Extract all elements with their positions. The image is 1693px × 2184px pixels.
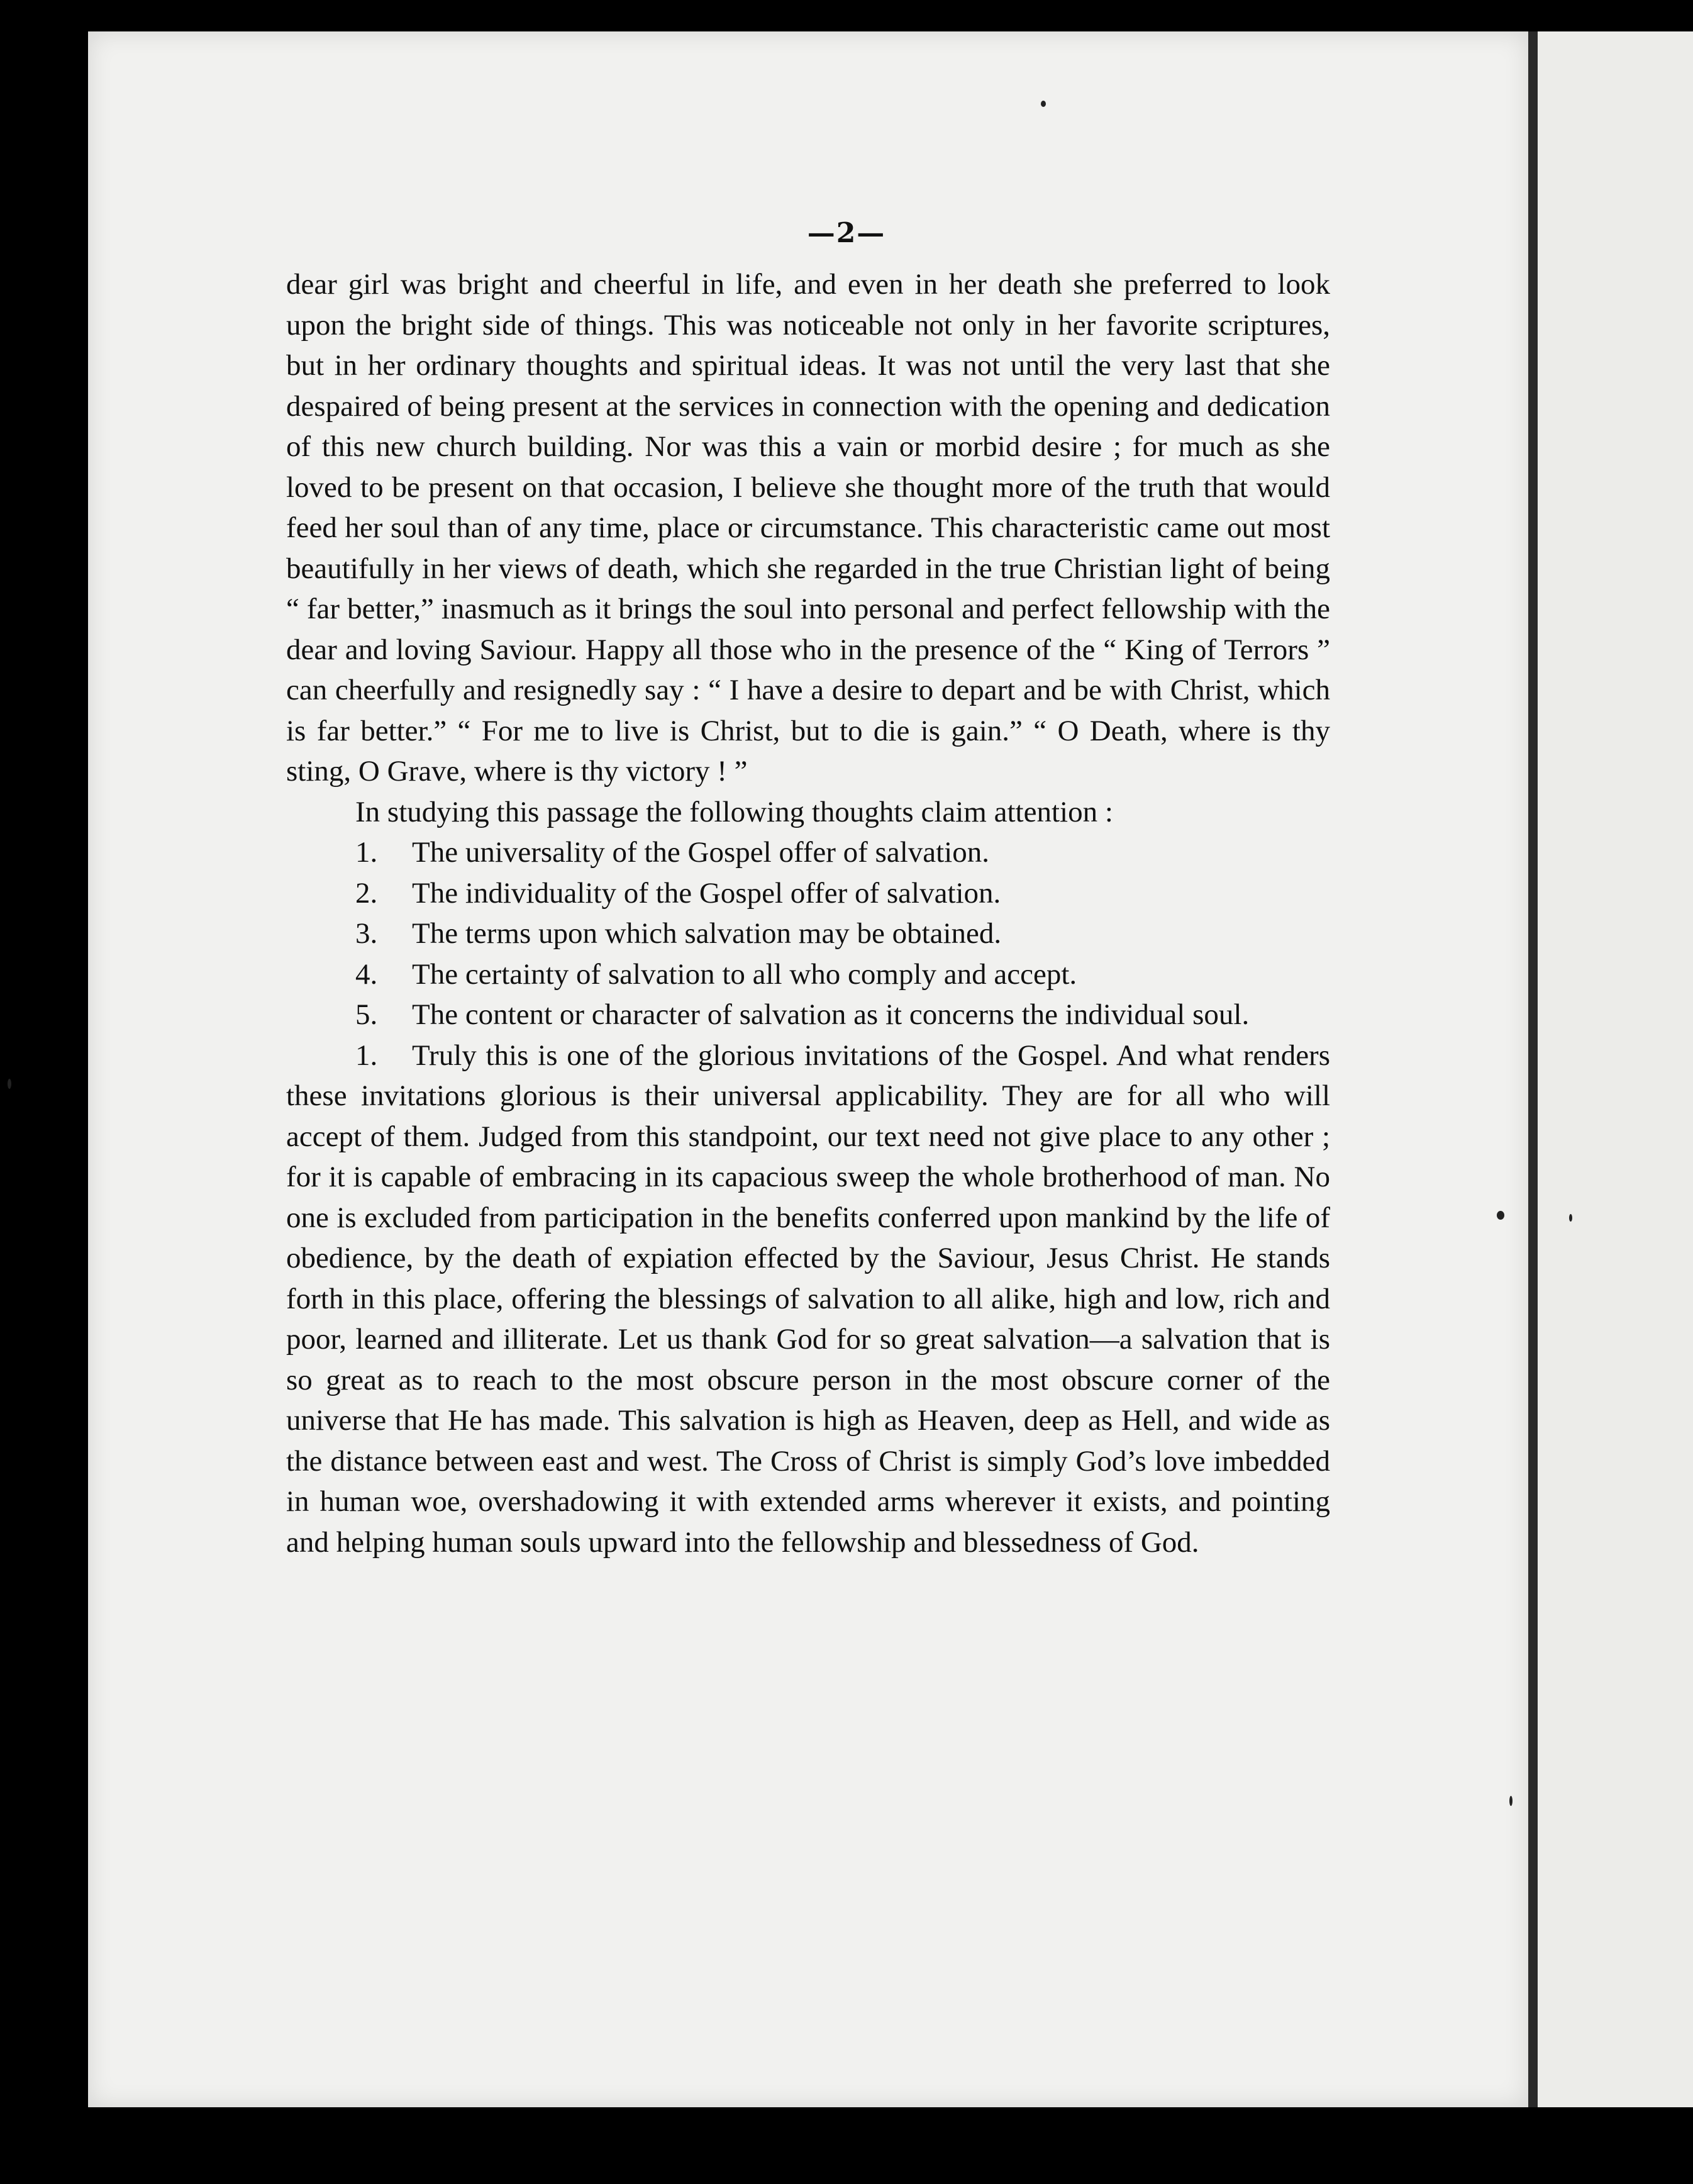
scan-speck [1041,101,1046,107]
page-fold [1528,31,1538,2107]
section-one-paragraph [286,1035,1330,1563]
list-item-text: The terms upon which salvation may be obtained. [412,917,1002,950]
scan-speck [1497,1211,1504,1220]
page-number: —2— [807,217,886,249]
list-item-text: The universality of the Gospel offer of salvation. [412,836,989,869]
section-one-text: Truly this is one of the glorious invitations of the Gospel. And what renders these invitations glorious is their universal applicability. They are for all who will accept of them. Judged from this standpoint, our text need not give place to any other ; for it is capable of embracing in its capacious sweep the whole brotherhood of man. No one is excluded from participation in the benefits conferred upon mankind by the life of obedience, by the death of expiation effected by the Saviour, Jesus Christ. He stands forth in this place, offering the blessings of salvation to all alike, high and low, rich and poor, learned and illiterate. Let us thank God for so great salvation—a salvation that is so great as to reach to the most obscure person in the most obscure corner of the universe that He has made. This salvation is high as Heaven, deep as Hell, and wide as the distance between east and west. The Cross of Christ is simply God’s love imbedded in human woe, overshadowing it with extended arms wherever it exists, and pointing and helping human souls upward into the fellowship and blessedness of God. [286,1039,1330,1559]
document-body [286,264,1330,1563]
intro-line: In studying this passage the following thoughts claim attention : [355,795,1113,828]
scan-speck [8,1079,11,1089]
next-page-edge [1538,31,1693,2107]
list-item [286,913,1330,954]
list-item-number: 2. [355,876,378,910]
scan-speck [1569,1214,1572,1222]
opening-paragraph: dear girl was bright and cheerful in life, and even in her death she preferred to look upon the bright side of things. This was noticeable not only in her favorite scriptures, but in her ordinary thoughts and spiritual ideas. It was not until the very last that she despaired of being present at the services in connection with the opening and dedication of this new church building. Nor was this a vain or morbid desire ; for much as she loved to be present on that occasion, I believe she thought more of the truth that would feed her soul than of any time, place or circumstance. This characteristic came out most beautifully in her views of death, which she regarded in the true Christian light of being “ far better,” inasmuch as it brings the soul into personal and perfect fellowship with the dear and loving Saviour. Happy all those who in the presence of the “ King of Terrors ” can cheerfully and resignedly say : “ I have a desire to depart and be with Christ, which is far better.” “ For me to live is Christ, but to die is gain.” “ O Death, where is thy sting, O Grave, where is thy victory ! ” [286,268,1330,788]
list-item [286,994,1330,1035]
list-item-number: 1. [355,836,378,869]
points-list [286,832,1330,1035]
list-item-number: 4. [355,957,378,991]
list-item-text: The content or character of salvation as it concerns the individual soul. [412,998,1250,1031]
section-one-number: 1. [355,1039,378,1072]
list-item-number: 5. [355,998,378,1031]
list-item-text: The individuality of the Gospel offer of salvation. [412,876,1001,910]
list-item-text: The certainty of salvation to all who comply and accept. [412,957,1077,991]
list-item [286,832,1330,873]
list-item [286,873,1330,914]
list-item [286,954,1330,995]
scan-speck [1509,1796,1513,1806]
list-item-number: 3. [355,917,378,950]
